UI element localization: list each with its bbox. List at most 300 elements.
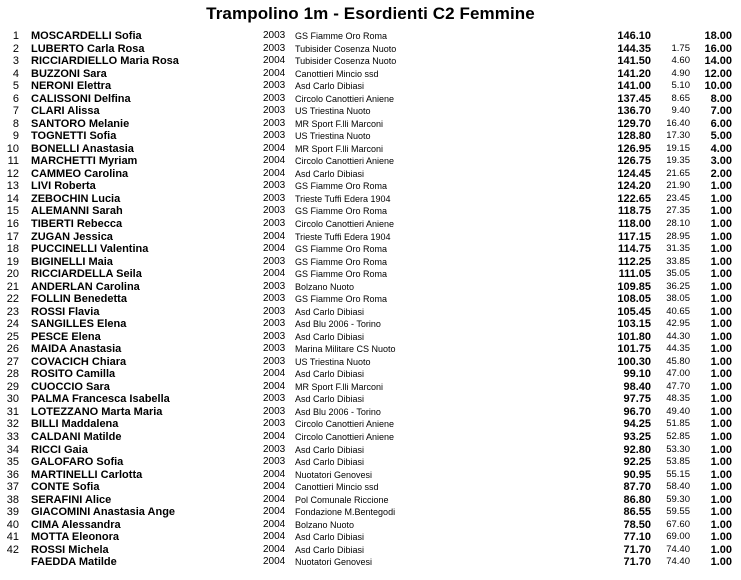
table-row (0, 494, 741, 507)
points: 12.00 (704, 67, 732, 80)
athlete-name: PESCE Elena (31, 330, 101, 343)
points: 1.00 (710, 431, 732, 443)
gap-to-leader: 8.65 (671, 92, 690, 104)
birth-year: 2004 (263, 368, 286, 380)
table-row (0, 205, 741, 218)
rank-cell: 38 (6, 493, 19, 506)
points: 1.00 (710, 556, 732, 569)
total-score: 101.75 (617, 343, 651, 356)
points: 1.00 (710, 518, 732, 531)
club-name: Nuotatori Genovesi (295, 557, 373, 568)
gap-to-leader: 47.70 (666, 380, 690, 392)
birth-year: 2003 (263, 456, 286, 468)
club-name: Pol Comunale Riccione (295, 494, 389, 505)
club-name: Circolo Canottieri Aniene (295, 218, 395, 229)
rank-cell: 10 (6, 142, 19, 155)
points: 1.00 (710, 405, 732, 418)
total-score: 117.15 (617, 230, 651, 243)
club-name: Canottieri Mincio ssd (295, 482, 379, 493)
athlete-name: LOTEZZANO Marta Maria (31, 405, 163, 418)
athlete-name: RICCIARDELLA Seila (31, 268, 142, 281)
birth-year: 2003 (263, 280, 286, 292)
rank-cell: 5 (12, 80, 19, 93)
club-name: Tubisider Cosenza Nuoto (295, 56, 397, 67)
athlete-name: MARTINELLI Carlotta (31, 468, 143, 481)
gap-to-leader: 47.00 (666, 368, 690, 380)
club-name: Bolzano Nuoto (295, 281, 355, 292)
club-name: Asd Blu 2006 - Torino (295, 319, 381, 330)
table-row (0, 393, 741, 406)
club-name: Nuotatori Genovesi (295, 469, 373, 480)
athlete-name: BIGINELLI Maia (31, 255, 113, 268)
rank-cell: 25 (6, 330, 19, 343)
table-row (0, 193, 741, 206)
gap-to-leader: 16.40 (666, 117, 690, 129)
athlete-name: GALOFARO Sofia (31, 456, 124, 469)
birth-year: 2003 (263, 355, 286, 367)
rank-cell: 13 (6, 180, 19, 193)
table-row (0, 318, 741, 331)
birth-year: 2003 (263, 80, 286, 92)
table-row (0, 281, 741, 294)
points: 18.00 (704, 30, 732, 42)
athlete-name: CAMMEO Carolina (31, 167, 129, 180)
table-row (0, 418, 741, 431)
rank-cell: 21 (6, 280, 19, 293)
club-name: GS Fiamme Oro Roma (295, 31, 388, 41)
points: 1.00 (710, 280, 732, 293)
birth-year: 2003 (263, 293, 286, 305)
total-score: 94.25 (623, 418, 651, 431)
rank-cell: 2 (12, 42, 19, 55)
table-row (0, 105, 741, 118)
rank-cell: 26 (6, 343, 19, 356)
athlete-name: CONTE Sofia (31, 481, 100, 494)
club-name: GS Fiamme Oro Roma (295, 294, 388, 305)
club-name: Asd Carlo Dibiasi (295, 369, 365, 380)
rank-cell: 16 (6, 217, 19, 230)
points: 1.00 (710, 506, 732, 519)
total-score: 141.50 (617, 55, 651, 68)
rank-cell: 35 (6, 456, 19, 469)
gap-to-leader: 40.65 (666, 305, 690, 317)
gap-to-leader: 4.90 (671, 67, 690, 79)
club-name: Marina Militare CS Nuoto (295, 344, 396, 355)
table-row (0, 544, 741, 557)
athlete-name: RICCIARDIELLO Maria Rosa (31, 55, 179, 68)
birth-year: 2003 (263, 105, 286, 117)
club-name: Asd Carlo Dibiasi (295, 394, 365, 405)
birth-year: 2004 (263, 67, 286, 79)
points: 1.00 (710, 255, 732, 268)
table-row (0, 180, 741, 193)
rank-cell: 17 (6, 230, 19, 243)
points: 3.00 (710, 155, 732, 168)
birth-year: 2003 (263, 255, 286, 267)
rank-cell: 15 (6, 205, 19, 218)
birth-year: 2003 (263, 117, 286, 129)
total-score: 98.40 (623, 380, 651, 393)
total-score: 141.00 (617, 80, 651, 93)
birth-year: 2003 (263, 130, 286, 142)
rank-cell: 28 (6, 368, 19, 381)
points: 8.00 (710, 92, 732, 105)
points: 10.00 (704, 80, 732, 93)
athlete-name: FOLLIN Benedetta (31, 293, 127, 306)
birth-year: 2003 (263, 305, 286, 317)
gap-to-leader: 31.35 (666, 243, 690, 255)
table-row (0, 168, 741, 181)
points: 1.00 (710, 531, 732, 544)
table-row (0, 43, 741, 56)
gap-to-leader: 33.85 (666, 255, 690, 267)
rank-cell: 20 (6, 268, 19, 281)
table-row (0, 231, 741, 244)
club-name: Asd Carlo Dibiasi (295, 444, 365, 455)
athlete-name: ZEBOCHIN Lucia (31, 192, 121, 205)
birth-year: 2004 (263, 493, 286, 505)
gap-to-leader: 17.30 (666, 130, 690, 142)
total-score: 103.15 (617, 318, 651, 331)
rank-cell: 41 (6, 531, 19, 544)
table-row (0, 481, 741, 494)
total-score: 144.35 (617, 42, 651, 55)
rank-cell: 33 (6, 431, 19, 443)
points: 6.00 (710, 117, 732, 130)
total-score: 86.80 (623, 493, 651, 506)
gap-to-leader: 27.35 (666, 205, 690, 217)
total-score: 109.85 (617, 280, 651, 293)
points: 1.00 (710, 205, 732, 218)
points: 1.00 (710, 393, 732, 406)
rank-cell: 32 (6, 418, 19, 431)
gap-to-leader: 55.15 (666, 468, 690, 480)
table-row (0, 143, 741, 156)
gap-to-leader: 52.85 (666, 431, 690, 442)
total-score: 112.25 (617, 255, 651, 268)
gap-to-leader: 21.65 (666, 167, 690, 179)
birth-year: 2003 (263, 393, 286, 405)
rank-cell: 11 (7, 155, 19, 168)
total-score: 122.65 (617, 192, 651, 205)
gap-to-leader: 9.40 (671, 105, 690, 117)
gap-to-leader: 74.40 (666, 556, 690, 568)
athlete-name: CALDANI Matilde (31, 431, 122, 443)
points: 1.00 (710, 243, 732, 256)
birth-year: 2003 (263, 92, 286, 104)
rank-cell: 12 (6, 167, 19, 180)
rank-cell: 18 (6, 243, 19, 256)
club-name: Asd Carlo Dibiasi (295, 168, 365, 179)
total-score: 118.00 (617, 217, 651, 230)
athlete-name: LIVI Roberta (31, 180, 96, 193)
club-name: Trieste Tuffi Edera 1904 (295, 193, 391, 204)
points: 14.00 (704, 55, 732, 68)
points: 1.00 (710, 318, 732, 331)
athlete-name: BONELLI Anastasia (31, 142, 134, 155)
club-name: Circolo Canottieri Aniene (295, 156, 395, 167)
club-name: GS Fiamme Oro Roma (295, 206, 388, 217)
athlete-name: PALMA Francesca Isabella (31, 393, 170, 406)
points: 1.00 (710, 456, 732, 469)
athlete-name: MARCHETTI Myriam (31, 155, 138, 168)
club-name: Asd Carlo Dibiasi (295, 331, 365, 342)
birth-year: 2004 (263, 155, 286, 167)
table-row (0, 444, 741, 457)
total-score: 126.75 (617, 155, 651, 168)
birth-year: 2003 (263, 330, 286, 342)
athlete-name: SERAFINI Alice (31, 493, 112, 506)
birth-year: 2004 (263, 468, 286, 480)
table-row (0, 356, 741, 369)
points: 7.00 (710, 105, 732, 118)
points: 5.00 (710, 130, 732, 143)
birth-year: 2004 (263, 506, 286, 518)
club-name: Circolo Canottieri Aniene (295, 419, 395, 430)
rank-cell: 27 (6, 355, 19, 368)
rank-cell: 14 (6, 192, 19, 205)
athlete-name: ROSITO Camilla (31, 368, 116, 381)
table-row (0, 306, 741, 319)
rank-cell: 34 (6, 443, 19, 456)
athlete-name: COVACICH Chiara (31, 355, 127, 368)
club-name: Bolzano Nuoto (295, 519, 355, 530)
club-name: GS Fiamme Oro Roma (295, 181, 388, 192)
rank-cell: 3 (12, 55, 19, 68)
points: 1.00 (710, 355, 732, 368)
total-score: 136.70 (617, 105, 651, 118)
points: 1.00 (710, 230, 732, 243)
club-name: Circolo Canottieri Aniene (295, 93, 395, 104)
points: 1.00 (710, 330, 732, 343)
gap-to-leader: 19.15 (666, 142, 690, 154)
total-score: 92.25 (623, 456, 651, 469)
rank-cell: 37 (6, 481, 19, 494)
gap-to-leader: 42.95 (666, 318, 690, 330)
gap-to-leader: 44.35 (666, 343, 690, 355)
gap-to-leader: 19.35 (666, 155, 690, 167)
athlete-name: LUBERTO Carla Rosa (31, 42, 145, 55)
club-name: Trieste Tuffi Edera 1904 (295, 231, 391, 242)
club-name: US Triestina Nuoto (295, 106, 371, 117)
total-score: 100.30 (617, 355, 651, 368)
table-row (0, 469, 741, 482)
points: 1.00 (710, 418, 732, 431)
total-score: 86.55 (623, 506, 651, 519)
athlete-name: FAEDDA Matilde (31, 556, 117, 569)
birth-year: 2003 (263, 418, 286, 430)
birth-year: 2004 (263, 55, 286, 67)
athlete-name: CLARI Alissa (31, 105, 100, 118)
club-name: Circolo Canottieri Aniene (295, 432, 395, 442)
points: 1.00 (710, 343, 732, 356)
birth-year: 2004 (263, 556, 286, 568)
birth-year: 2003 (263, 343, 286, 355)
rank-cell: 29 (6, 380, 19, 393)
birth-year: 2004 (263, 380, 286, 392)
birth-year: 2004 (263, 230, 286, 242)
total-score: 71.70 (623, 556, 651, 569)
gap-to-leader: 58.40 (666, 481, 690, 493)
birth-year: 2003 (263, 42, 286, 54)
points: 16.00 (704, 42, 732, 55)
club-name: GS Fiamme Oro Roma (295, 256, 388, 267)
total-score: 105.45 (617, 305, 651, 318)
club-name: MR Sport F.lli Marconi (295, 143, 384, 154)
table-row (0, 30, 741, 43)
rank-cell: 36 (6, 468, 19, 481)
table-row (0, 343, 741, 356)
rank-cell: 19 (6, 255, 19, 268)
club-name: Asd Carlo Dibiasi (295, 532, 365, 543)
results-table (0, 30, 741, 569)
points: 1.00 (710, 305, 732, 318)
birth-year: 2003 (263, 205, 286, 217)
table-row (0, 218, 741, 231)
birth-year: 2003 (263, 30, 286, 41)
total-score: 114.75 (617, 243, 651, 256)
total-score: 118.75 (617, 205, 651, 218)
birth-year: 2004 (263, 481, 286, 493)
points: 1.00 (710, 443, 732, 456)
athlete-name: CIMA Alessandra (31, 518, 121, 531)
table-row (0, 431, 741, 444)
rank-cell: 22 (6, 293, 19, 306)
athlete-name: TIBERTI Rebecca (31, 217, 123, 230)
total-score: 128.80 (617, 130, 651, 143)
gap-to-leader: 67.60 (666, 518, 690, 530)
total-score: 129.70 (617, 117, 651, 130)
club-name: Fondazione M.Bentegodi (295, 507, 396, 518)
total-score: 124.20 (617, 180, 651, 193)
athlete-name: BUZZONI Sara (31, 67, 107, 80)
club-name: US Triestina Nuoto (295, 356, 371, 367)
page-title: Trampolino 1m - Esordienti C2 Femmine (206, 4, 535, 23)
total-score: 78.50 (623, 518, 651, 531)
athlete-name: MAIDA Anastasia (31, 343, 122, 356)
table-row (0, 68, 741, 81)
gap-to-leader: 51.85 (666, 418, 690, 430)
total-score: 92.80 (623, 443, 651, 456)
club-name: Asd Blu 2006 - Torino (295, 406, 381, 417)
table-row (0, 506, 741, 519)
club-name: GS Fiamme Oro Roma (295, 244, 388, 255)
table-row (0, 456, 741, 469)
total-score: 99.10 (623, 368, 651, 381)
table-row (0, 55, 741, 68)
table-row (0, 268, 741, 281)
gap-to-leader: 74.40 (666, 543, 690, 555)
table-row (0, 130, 741, 143)
birth-year: 2004 (263, 167, 286, 179)
total-score: 101.80 (617, 330, 651, 343)
birth-year: 2004 (263, 142, 286, 154)
birth-year: 2004 (263, 543, 286, 555)
points: 1.00 (710, 493, 732, 506)
total-score: 87.70 (623, 481, 651, 494)
athlete-name: SANGILLES Elena (31, 318, 127, 331)
total-score: 124.45 (617, 167, 651, 180)
club-name: GS Fiamme Oro Roma (295, 269, 388, 280)
total-score: 141.20 (617, 67, 651, 80)
gap-to-leader: 38.05 (666, 293, 690, 305)
athlete-name: ALEMANNI Sarah (31, 205, 123, 218)
total-score: 90.95 (623, 468, 651, 481)
rank-cell: 7 (12, 105, 19, 118)
table-row (0, 93, 741, 106)
table-row (0, 406, 741, 419)
rank-cell: 39 (6, 506, 19, 519)
rank-cell: 9 (12, 130, 19, 143)
rank-cell: 23 (6, 305, 19, 318)
points: 1.00 (710, 368, 732, 381)
birth-year: 2004 (263, 268, 286, 280)
birth-year: 2004 (263, 243, 286, 255)
total-score: 137.45 (617, 92, 651, 105)
total-score: 77.10 (623, 531, 651, 544)
table-row (0, 256, 741, 269)
birth-year: 2003 (263, 192, 286, 204)
rank-cell: 40 (6, 518, 19, 531)
table-row (0, 118, 741, 131)
total-score: 96.70 (623, 405, 651, 418)
points: 1.00 (710, 380, 732, 393)
birth-year: 2004 (263, 531, 286, 543)
birth-year: 2003 (263, 180, 286, 192)
gap-to-leader: 59.30 (666, 493, 690, 505)
athlete-name: PUCCINELLI Valentina (31, 243, 149, 256)
gap-to-leader: 5.10 (671, 80, 690, 92)
total-score: 126.95 (617, 142, 651, 155)
points: 4.00 (710, 142, 732, 155)
club-name: Asd Carlo Dibiasi (295, 544, 365, 555)
athlete-name: CALISSONI Delfina (31, 92, 131, 105)
gap-to-leader: 45.80 (666, 355, 690, 367)
gap-to-leader: 21.90 (666, 180, 690, 192)
gap-to-leader: 4.60 (671, 55, 690, 67)
athlete-name: MOTTA Eleonora (31, 531, 119, 544)
birth-year: 2003 (263, 443, 286, 455)
club-name: Canottieri Mincio ssd (295, 68, 379, 79)
gap-to-leader: 59.55 (666, 506, 690, 518)
total-score: 111.05 (618, 268, 651, 281)
club-name: US Triestina Nuoto (295, 131, 371, 142)
gap-to-leader: 48.35 (666, 393, 690, 405)
total-score: 71.70 (623, 543, 651, 556)
gap-to-leader: 36.25 (666, 280, 690, 292)
rank-cell: 1 (12, 30, 19, 42)
total-score: 93.25 (623, 431, 651, 443)
club-name: Asd Carlo Dibiasi (295, 81, 365, 92)
points: 1.00 (710, 192, 732, 205)
athlete-name: TOGNETTI Sofia (31, 130, 117, 143)
points: 1.00 (710, 293, 732, 306)
club-name: Tubisider Cosenza Nuoto (295, 43, 397, 54)
rank-cell: 24 (6, 318, 19, 331)
club-name: Asd Carlo Dibiasi (295, 457, 365, 468)
rank-cell: 8 (12, 117, 19, 130)
athlete-name: BILLI Maddalena (31, 418, 119, 431)
table-row (0, 243, 741, 256)
points: 2.00 (710, 167, 732, 180)
club-name: MR Sport F.lli Marconi (295, 118, 384, 129)
points: 1.00 (710, 217, 732, 230)
gap-to-leader: 49.40 (666, 405, 690, 417)
athlete-name: RICCI Gaia (31, 443, 88, 456)
table-row (0, 556, 741, 569)
gap-to-leader: 1.75 (671, 42, 690, 54)
rank-cell: 42 (6, 543, 19, 556)
